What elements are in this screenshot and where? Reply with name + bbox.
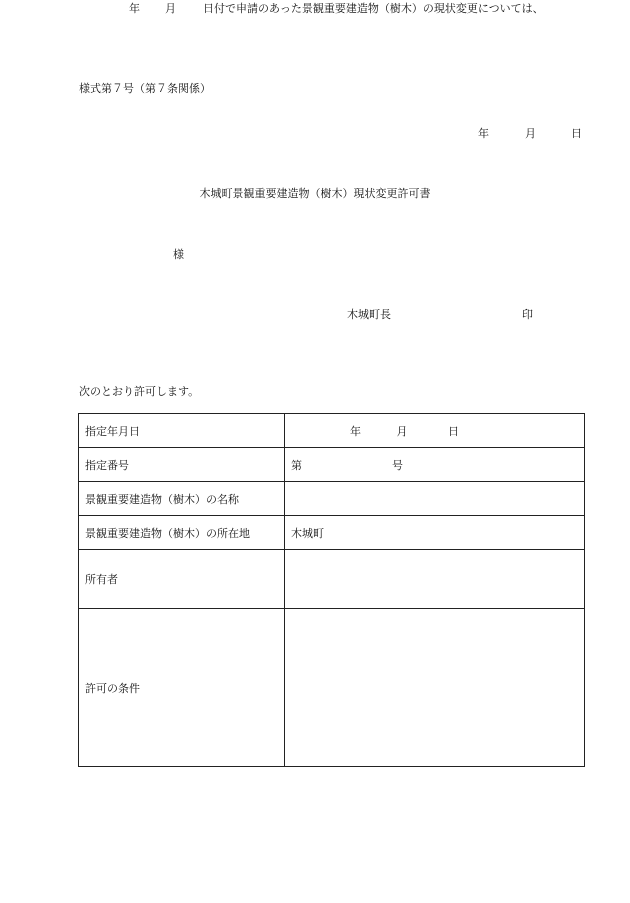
document-title: 木城町景観重要建造物（樹木）現状変更許可書: [199, 187, 431, 200]
name-field[interactable]: [285, 482, 585, 516]
permit-info-table: [78, 413, 585, 767]
table-row: [79, 482, 585, 516]
body-line-2: 次のとおり許可します。: [79, 385, 200, 398]
designation-month-label: 月: [396, 424, 408, 438]
date-month-label: 月: [525, 127, 536, 140]
conditions-field[interactable]: [285, 609, 585, 767]
owner-field[interactable]: [285, 550, 585, 609]
table-row: [79, 448, 585, 482]
row-label-location: 景観重要建造物（樹木）の所在地: [79, 516, 285, 550]
table-row: [79, 609, 585, 767]
body-year-label: 年: [129, 2, 140, 15]
designation-year-label: 年: [350, 424, 361, 438]
date-year-label: 年: [478, 127, 489, 140]
issuer-name: 木城町長: [347, 308, 391, 321]
location-field[interactable]: 木城町: [285, 516, 585, 550]
designation-number-field[interactable]: [285, 448, 585, 482]
date-day-label: 日: [571, 127, 582, 140]
designation-date-field[interactable]: [285, 414, 585, 448]
body-text: 日付で申請のあった景観重要建造物（樹木）の現状変更については、: [203, 2, 544, 15]
row-label-name: 景観重要建造物（樹木）の名称: [79, 482, 285, 516]
table-row: [79, 516, 585, 550]
row-label-designation-number: 指定番号: [79, 448, 285, 482]
row-label-conditions: 許可の条件: [79, 609, 285, 767]
recipient-honorific: 様: [173, 248, 184, 261]
row-label-owner: 所有者: [79, 550, 285, 609]
designation-number-suffix: 号: [392, 458, 403, 472]
table-row: [79, 550, 585, 609]
issuer-seal-mark: 印: [522, 308, 533, 321]
table-row: [79, 414, 585, 448]
designation-number-prefix: 第: [291, 458, 302, 472]
form-number: 様式第７号（第７条関係）: [79, 82, 211, 95]
body-month-label: 月: [165, 2, 176, 15]
row-label-designation-date: 指定年月日: [79, 414, 285, 448]
designation-day-label: 日: [448, 424, 459, 438]
